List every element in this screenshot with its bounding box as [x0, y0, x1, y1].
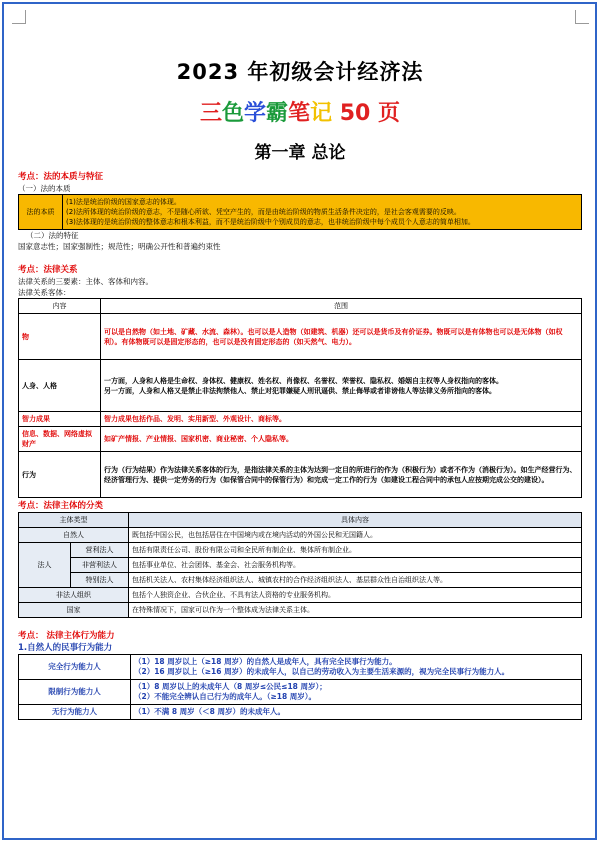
table-row: [19, 528, 582, 543]
capacity-name: 无行为能力人: [19, 705, 131, 720]
table-row: [19, 558, 582, 573]
nature-line: (1)法是统治阶级的国家意志的体现。: [66, 198, 181, 206]
table-row: [19, 427, 582, 452]
subject-table: [18, 512, 582, 618]
nature-line: (3)法体现的是统治阶级的整体意志和根本利益，而不是统治阶级中个别成员的意志，也非统治阶级中每个成员个人意志的简单相加。: [66, 218, 475, 226]
object-desc: 可以是自然物（如土地、矿藏、水流、森林）。也可以是人造物（如建筑、机器）还可以是货币及有价证券。物既可以是有体物也可以是无体物（如权利）。有体物既可以是固定形态的，也可以是没有固定形态的（如天然气、电力）。: [101, 314, 582, 360]
table-row: [19, 452, 582, 498]
table-row: [19, 412, 582, 427]
subject-desc: 包括机关法人、农村集体经济组织法人、城镇农村的合作经济组织法人、基层群众性自治组织法人等。: [129, 573, 582, 588]
nature-label: 法的本质: [19, 195, 63, 230]
subject-name: 非法人组织: [19, 588, 129, 603]
nature-line: (2)法所体现的统治阶级的意志，不是随心所欲、凭空产生的，而是由统治阶级的物质生活条件决定的，是社会客观需要的反映。: [66, 208, 461, 216]
capacity-line: （2）16 周岁以上（≥16 周岁）的未成年人，以自己的劳动收入为主要生活来源的，视为完全民事行为能力人。: [134, 667, 510, 676]
table-row: [19, 655, 582, 680]
relation-object-label: 法律关系客体：: [18, 288, 71, 297]
header-cell: 内容: [19, 299, 101, 314]
table-row: [19, 314, 582, 360]
object-desc: 行为（行为结果）作为法律关系客体的行为，是指法律关系的主体为达到一定目的所进行的作为（积极行为）或者不作为（消极行为）。如生产经营行为、经济管理行为、提供一定劳务的行为（如保管合同中的保管行为）和完成一定工作的行为（如建设工程合同中的承包人应按期完成公交的建设）。: [101, 452, 582, 498]
object-name: 信息、数据、网络虚拟财产: [19, 427, 101, 452]
subtitle-char: 笔: [288, 101, 311, 126]
capacity-name: 限制行为能力人: [19, 680, 131, 705]
subject-desc: 包括个人独资企业、合伙企业、不具有法人资格的专业服务机构。: [129, 588, 582, 603]
kp-relation: 考点：法律关系: [18, 265, 78, 275]
capacity-table: [18, 654, 582, 720]
table-row: [19, 543, 582, 558]
capacity-line: （1）18 周岁以上（≥18 周岁）的自然人是成年人，具有完全民事行为能力。: [134, 657, 397, 666]
table-row: [19, 705, 582, 720]
nature-lines: [63, 195, 582, 230]
subtitle-char: 三: [199, 101, 222, 126]
subject-name: 特别法人: [71, 573, 129, 588]
subtitle-char: 霸: [266, 101, 289, 126]
subject-desc: 既包括中国公民，也包括居住在中国境内或在境内活动的外国公民和无国籍人。: [129, 528, 582, 543]
table-row: [19, 588, 582, 603]
sub-capacity: 1.自然人的民事行为能力: [18, 643, 113, 653]
doc-subtitle: [18, 96, 582, 126]
header-cell: 具体内容: [129, 513, 582, 528]
capacity-line: （1）不满 8 周岁（＜8 周岁）的未成年人。: [134, 707, 285, 716]
capacity-line: （2）不能完全辨认自己行为的成年人。（≥18 周岁）。: [134, 692, 317, 701]
header-cell: 范围: [101, 299, 582, 314]
table-row: [19, 360, 582, 412]
kp-capacity: 考点： 法律主体行为能力: [18, 631, 115, 641]
nature-table: [18, 194, 582, 230]
document-page: [18, 10, 582, 720]
object-name: 行为: [19, 452, 101, 498]
relation-elements: 法律关系的三要素：主体、客体和内容。: [18, 277, 153, 286]
table-row: [19, 680, 582, 705]
object-desc: 智力成果包括作品、发明、实用新型、外观设计、商标等。: [101, 412, 582, 427]
subject-name: 营利法人: [71, 543, 129, 558]
subject-name: 国家: [19, 603, 129, 618]
kp-subject: 考点：法律主体的分类: [18, 501, 104, 511]
subtitle-char: 50 页: [332, 101, 401, 126]
kp-nature: 考点：法的本质与特征: [18, 172, 104, 182]
table-row: [19, 573, 582, 588]
object-name: 人身、人格: [19, 360, 101, 412]
subject-name: 非营利法人: [71, 558, 129, 573]
subject-desc: 包括有限责任公司、股份有限公司和全民所有制企业、集体所有制企业。: [129, 543, 582, 558]
subject-desc: 包括事业单位、社会团体、基金会、社会服务机构等。: [129, 558, 582, 573]
capacity-line: （1）8 周岁以上的未成年人（8 周岁≤公民≤18 周岁）；: [134, 682, 327, 691]
subtitle-char: 色: [222, 101, 245, 126]
sub-features: （二）法的特征: [26, 231, 79, 240]
capacity-desc: [131, 680, 582, 705]
object-desc: 一方面，人身和人格是生命权、身体权、健康权、姓名权、肖像权、名誉权、荣誉权、隐私权、婚姻自主权等人身权指向的客体。 另一方面，人身和人格又是禁止非法拘禁他人、禁止对犯罪嫌疑人刑讯逼供、禁止侮辱或者诽谤他人等法律义务所指向的客体。: [101, 360, 582, 412]
object-name: 物: [19, 314, 101, 360]
capacity-name: 完全行为能力人: [19, 655, 131, 680]
object-table: [18, 298, 582, 498]
capacity-desc: [131, 705, 582, 720]
header-cell: 主体类型: [19, 513, 129, 528]
object-desc: 如矿产情报、产业情报、国家机密、商业秘密、个人隐私等。: [101, 427, 582, 452]
sub-nature: （一）法的本质: [18, 184, 71, 193]
subject-name: 自然人: [19, 528, 129, 543]
table-row: [19, 603, 582, 618]
subtitle-char: 记: [310, 101, 333, 126]
features-text: 国家意志性；国家强制性；规范性；明确公开性和普遍约束性: [18, 242, 221, 251]
doc-title: 2023 年初级会计经济法: [176, 60, 424, 84]
subject-legal: 法人: [19, 543, 71, 588]
capacity-desc: [131, 655, 582, 680]
subject-desc: 在特殊情况下，国家可以作为一个整体成为法律关系主体。: [129, 603, 582, 618]
subtitle-char: 学: [244, 101, 267, 126]
chapter-title: 第一章 总论: [254, 143, 346, 163]
object-name: 智力成果: [19, 412, 101, 427]
